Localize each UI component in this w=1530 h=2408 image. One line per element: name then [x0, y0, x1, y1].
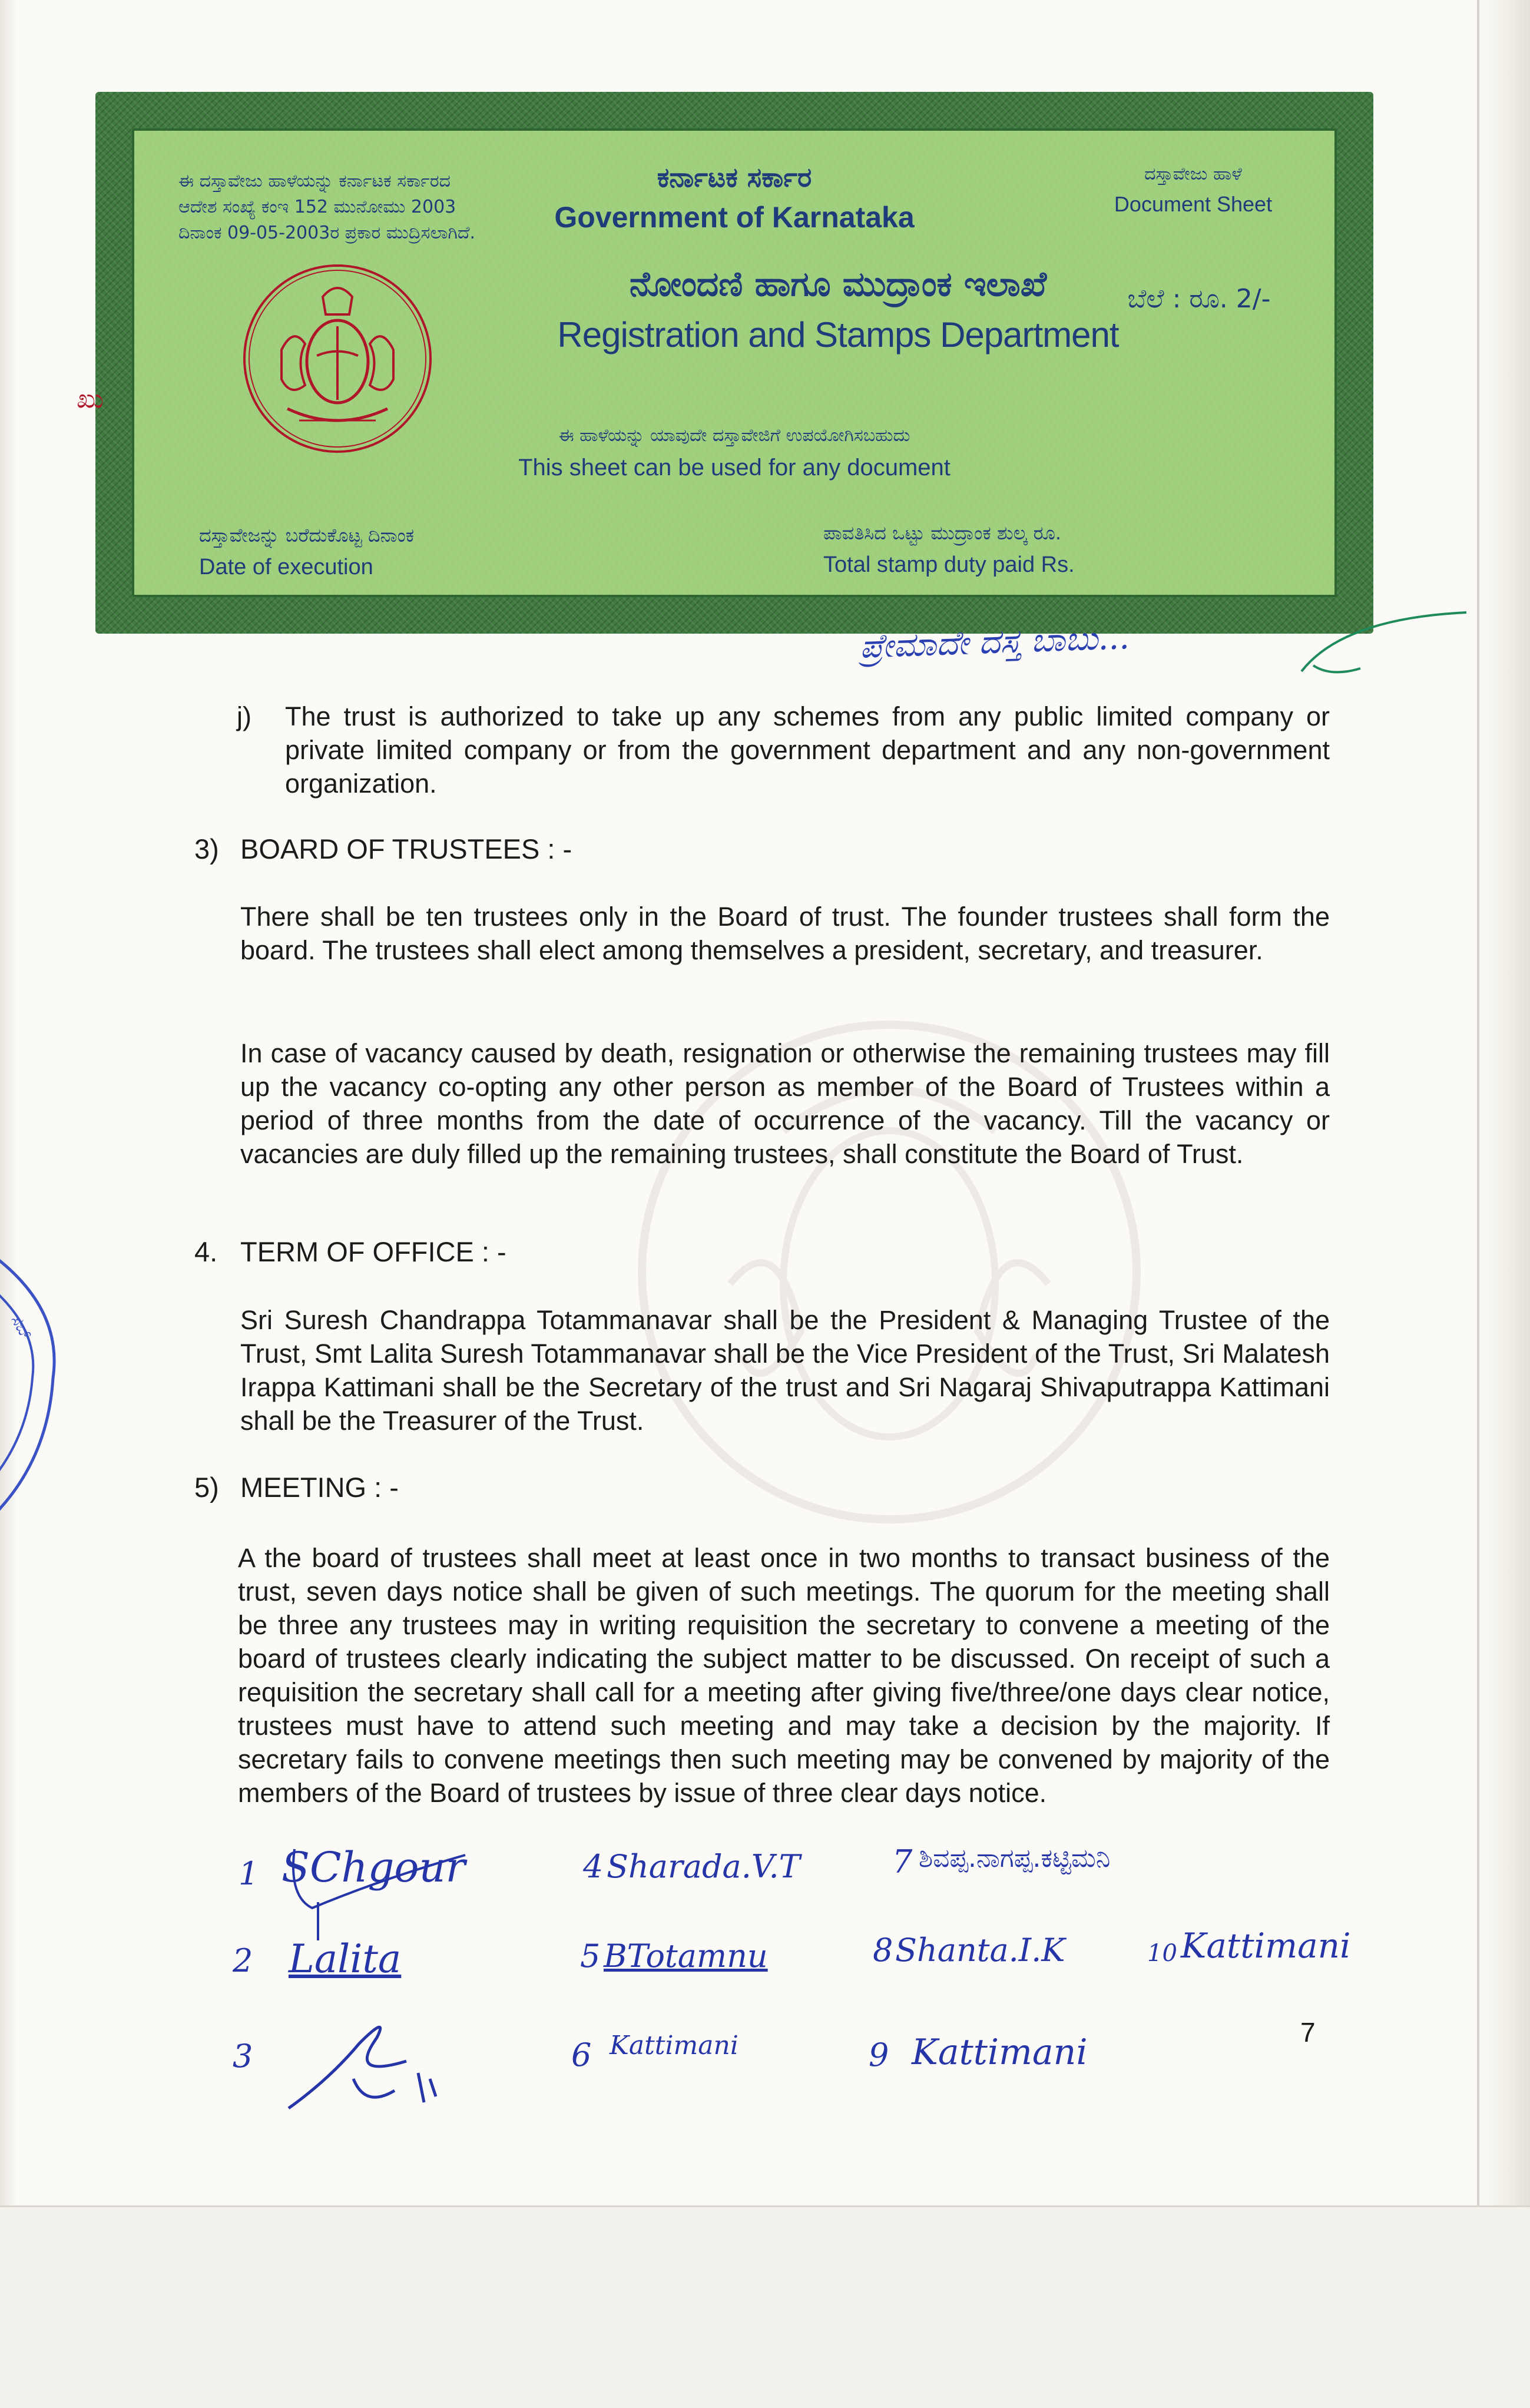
stamp-duty-label: Total stamp duty paid Rs. [823, 552, 1075, 577]
stamp-inner-panel [77, 128, 1337, 597]
page-number: 7 [1300, 2017, 1316, 2048]
signature-7: ಶಿವಪ್ಪ.ನಾಗಪ್ಪ.ಕಟ್ಟಿಮನಿ [919, 1843, 1111, 1873]
signature-number-7: 7 [892, 1843, 913, 1880]
signature-number-5: 5 [580, 1937, 601, 1975]
department-title-kannada: ನೋಂದಣಿ ಹಾಗೂ ಮುದ್ರಾಂಕ ಇಲಾಖೆ [629, 264, 1047, 304]
signature-number-6: 6 [571, 2036, 592, 2074]
section-5-heading: MEETING : - [240, 1472, 399, 1503]
signature-number-10: 10 [1147, 1940, 1177, 1967]
svg-text:ಸಬ್: ಸಬ್ [6, 1311, 37, 1343]
signature-3 [277, 2008, 442, 2120]
item-j-text: The trust is authorized to take up any schemes from any public limited company or private limited company or from the government department and any non-government organization. [285, 701, 1330, 799]
stamp-price: ಬೆಲೆ : ರೂ. 2/- [1127, 284, 1271, 314]
signature-10: Kattimani [1181, 1926, 1351, 1966]
notice-line-3: ದಿನಾಂಕ 09-05-2003ರ ಪ್ರಕಾರ ಮುದ್ರಿಸಲಾಗಿದೆ. [178, 223, 476, 243]
signature-8: Shanta.I.K [895, 1932, 1065, 1969]
section-3-number: 3) [194, 833, 219, 865]
pen-stroke [1296, 595, 1472, 683]
department-title: Registration and Stamps Department [557, 315, 1119, 355]
government-title: Government of Karnataka [554, 201, 915, 234]
scan-edge-right [1477, 0, 1530, 2406]
stamp-paper-banner [77, 92, 1373, 634]
signature-number-8: 8 [873, 1932, 893, 1969]
section-5-number: 5) [194, 1472, 219, 1503]
meeting-paragraph: A the board of trustees shall meet at least once in two months to transact business of the trust, seven days notice shall be given of such meetings. The quorum for the meeting shall be three any trustees may in writing requisition the secretary to convene a meeting of the board of trustees clearly indicating the subject matter to be discussed. On receipt of such a requisition the secretary shall call for a meeting after giving five/three/one days clear notice, trustees must have to attend such meeting and may take a decision by the majority. If secretary fails to convene meetings then such meeting may be convened by majority of the members of the Board of trustees by issue of three clear days notice. [238, 1543, 1330, 1808]
section-3-heading: BOARD OF TRUSTEES : - [240, 833, 572, 865]
section-4-number: 4. [194, 1236, 218, 1267]
notice-line-1: ಈ ದಸ್ತಾವೇಜು ಹಾಳೆಯನ್ನು ಕರ್ನಾಟಕ ಸರ್ಕಾರದ [178, 171, 451, 191]
signature-1-flourish [277, 1843, 471, 1943]
scan-bottom-band [0, 2205, 1530, 2408]
board-paragraph-1: There shall be ten trustees only in the Board of trust. The founder trustees shall form the board. The trustees shall elect among themselves a president, secretary, and treasurer. [240, 902, 1330, 965]
government-title-kannada: ಕರ್ನಾಟಕ ಸರ್ಕಾರ [657, 161, 812, 193]
signature-2: Lalita [289, 1936, 402, 1982]
section-4-heading: TERM OF OFFICE : - [240, 1236, 506, 1267]
signature-9: Kattimani [912, 2032, 1088, 2073]
usage-note: This sheet can be used for any document [518, 455, 951, 481]
document-sheet-kannada: ದಸ್ತಾವೇಜು ಹಾಳೆ [1144, 164, 1242, 184]
top-handwritten-note: ಪ್ರೇಮಾದೇ ದಸ್ತ ಬಾಬು... [859, 618, 1130, 666]
document-sheet-label: Document Sheet [1114, 192, 1273, 216]
signature-4: Sharada.V.T [607, 1848, 800, 1885]
board-paragraph-2: In case of vacancy caused by death, resignation or otherwise the remaining trustees may fill up the vacancy co-opting any other person as member of the Board of Trustees within a period of three months from the date of occurrence of the vacancy. Till the vacancy or vacancies are duly filled up the remaining trustees, shall constitute the Board of Trust. [240, 1038, 1330, 1169]
execution-date-label: Date of execution [199, 555, 373, 579]
usage-note-kannada: ಈ ಹಾಳೆಯನ್ನು ಯಾವುದೇ ದಸ್ತಾವೇಜಿಗೆ ಉಪಯೋಗಿಸಬಹುದು [558, 425, 910, 446]
signature-1: SChgour [282, 1843, 466, 1892]
signature-5: BTotamnu [604, 1937, 768, 1975]
notice-line-2: ಆದೇಶ ಸಂಖ್ಯೆ ಕಂಇ 152 ಮುನೋಮು 2003 [178, 197, 456, 217]
signature-number-2: 2 [233, 1942, 253, 1979]
stamp-duty-label-kannada: ಪಾವತಿಸಿದ ಒಟ್ಟು ಮುದ್ರಾಂಕ ಶುಲ್ಕ ರೂ. [823, 522, 1062, 544]
term-paragraph: Sri Suresh Chandrappa Totammanavar shall be the President & Managing Trustee of the Trust, Smt Lalita Suresh Totammanavar shall be the Vice President of the Trust, Sri Malatesh Irappa Kattimani shall be the Secretary of the trust and Sri Nagaraj Shivaputrappa Kattimani shall be the Treasurer of the Trust. [240, 1305, 1330, 1436]
seal-mark: ಖು [77, 384, 104, 414]
partial-office-stamp [0, 1225, 65, 1531]
item-j-marker: j) [237, 701, 251, 731]
signature-6: Kattimani [610, 2031, 738, 2061]
signature-number-4: 4 [583, 1848, 604, 1885]
signature-number-1: 1 [239, 1855, 259, 1892]
execution-date-label-kannada: ದಸ್ತಾವೇಜನ್ನು ಬರೆದುಕೊಟ್ಟ ದಿನಾಂಕ [199, 524, 415, 546]
scan-edge-left [0, 0, 18, 2406]
signature-number-9: 9 [869, 2036, 889, 2074]
signature-number-3: 3 [233, 2038, 253, 2075]
